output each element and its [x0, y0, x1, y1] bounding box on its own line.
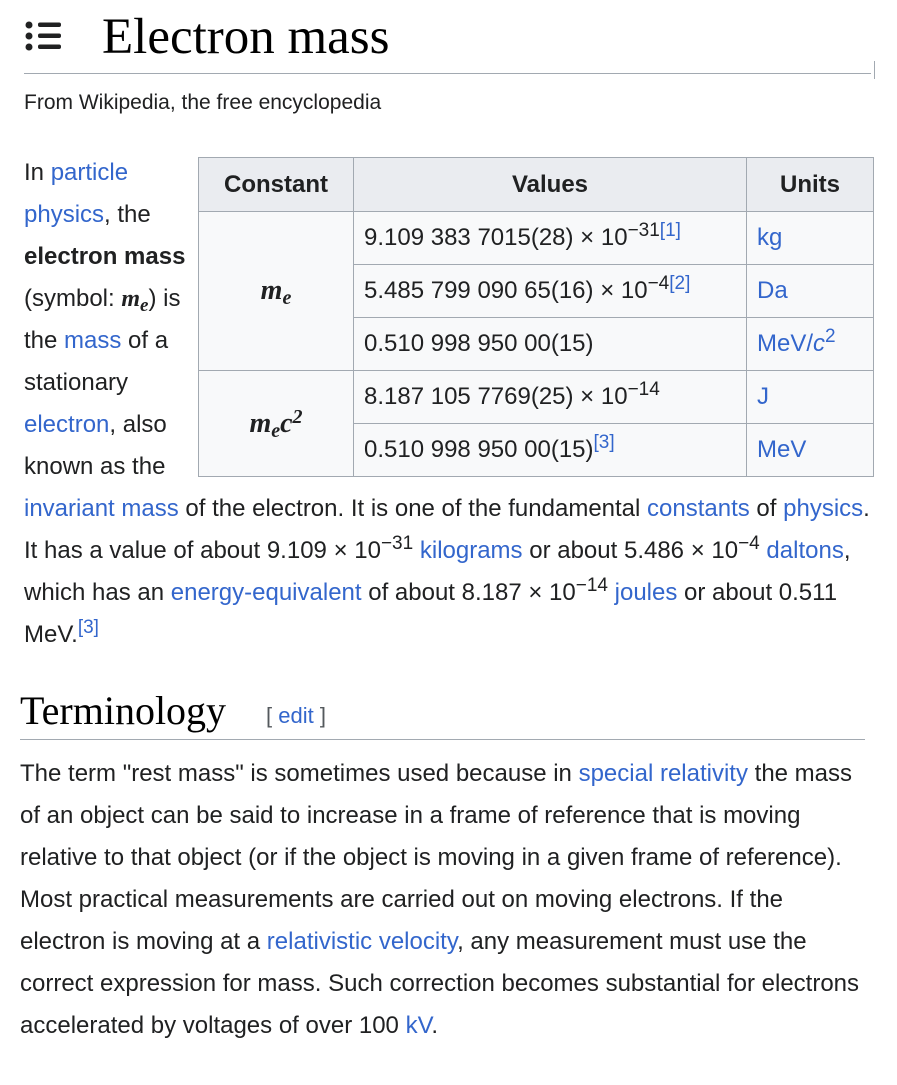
link-physics[interactable]: physics [783, 495, 864, 522]
link-constants[interactable]: constants [647, 495, 750, 522]
reference-link[interactable]: [2] [669, 273, 691, 294]
unit-link-da[interactable]: Da [757, 277, 788, 304]
link-mass[interactable]: mass [64, 327, 122, 354]
link-kv[interactable]: kV [405, 1012, 432, 1039]
infobox-header-row [199, 158, 874, 212]
content-edge-marker [874, 61, 875, 79]
table-row [199, 212, 874, 265]
toc-list-icon[interactable] [22, 18, 66, 56]
page-title: Electron mass [102, 9, 390, 65]
value-cell: 0.510 998 950 00(15) [354, 318, 747, 371]
section-edit: [ edit ] [266, 703, 326, 728]
title-divider [24, 73, 871, 74]
link-kilograms[interactable]: kilograms [419, 537, 523, 564]
symbol-mec2: $m_ec^2$ [199, 371, 354, 477]
terminology-paragraph: The term "rest mass" is sometimes used because in special relativity the mass of an object can be said to increase in a frame of reference that is moving relative to that object (or if the object is moving in a given frame of reference). Most practical measurements are carried out on moving electrons. If the electron is moving at a relativistic velocity, any measurement must use the correct expression for mass. Such correction becomes substantial for electrons accelerated by voltages of over 100 kV. [20, 760, 860, 1039]
infobox-table [198, 157, 874, 477]
link-special-relativity[interactable]: special relativity [578, 760, 748, 787]
link-daltons[interactable]: daltons [766, 537, 844, 564]
value-cell: 9.109 383 $7015(28) \times 10^{-31[1]}$ [354, 212, 747, 265]
link-relativistic-velocity[interactable]: relativistic velocity [266, 928, 458, 955]
header-constant: Constant [199, 158, 354, 212]
value-cell: 0.510 998 950 00(15)[3] [354, 424, 747, 477]
link-electron[interactable]: electron [24, 411, 110, 438]
unit-link-kg[interactable]: kg [757, 224, 783, 251]
header-units: Units [747, 158, 874, 212]
unit-cell [747, 265, 874, 318]
unit-cell [747, 318, 874, 371]
intro-paragraph: Constant Values Units $m_e$ 9.109 383 $7015(28) \times 10^{-31[1]}$ kg 5.485 799 090 $65(16) \times 10^{-4[2]}$ Da 0.510 998 950 00(15) MeV/$c^2$ $m_ec^2$ 8.187 105 $7769(25) \times 10^{-14}$ J 0.510 998 950 00(15)[3] MeV In particle physics, the electron mass (symbol: $m_e$) is the mass of a stationary electron, also known as the invariant mass of the electron. It is one of the fundamental constants of physics. It has a value of about $9.109 \times 10^{-31}$ kilograms or about $5.486 \times 10^{-4}$ daltons, which has an energy-equivalent of about $8.187 \times 10^{-14}$ joules or about 0.511 MeV.[3] [24, 152, 872, 656]
section-heading-terminology: Terminology [20, 688, 227, 733]
unit-link-j[interactable]: J [757, 383, 769, 410]
unit-cell [747, 371, 874, 424]
link-joules[interactable]: joules [614, 579, 678, 606]
reference-link[interactable]: [3] [593, 432, 615, 453]
unit-link-mev[interactable]: MeV [757, 436, 807, 463]
unit-cell [747, 212, 874, 265]
reference-link[interactable]: [3] [77, 617, 99, 638]
value-cell: 5.485 799 090 $65(16) \times 10^{-4[2]}$ [354, 265, 747, 318]
unit-link-mev-c2[interactable]: MeV/$c^2$ [757, 326, 836, 357]
header-values: Values [354, 158, 747, 212]
reference-link[interactable]: [1] [659, 220, 681, 241]
symbol-me: $m_e$ [199, 212, 354, 371]
link-particle-physics[interactable]: particle physics [24, 159, 129, 228]
section-divider [20, 739, 865, 740]
unit-cell [747, 424, 874, 477]
edit-link[interactable]: edit [278, 703, 314, 728]
table-row [199, 371, 874, 424]
link-invariant-mass[interactable]: invariant mass [24, 495, 179, 522]
link-energy-equivalent[interactable]: energy-equivalent [170, 579, 362, 606]
value-cell: 8.187 105 $7769(25) \times 10^{-14}$ [354, 371, 747, 424]
tagline: From Wikipedia, the free encyclopedia [24, 91, 382, 114]
